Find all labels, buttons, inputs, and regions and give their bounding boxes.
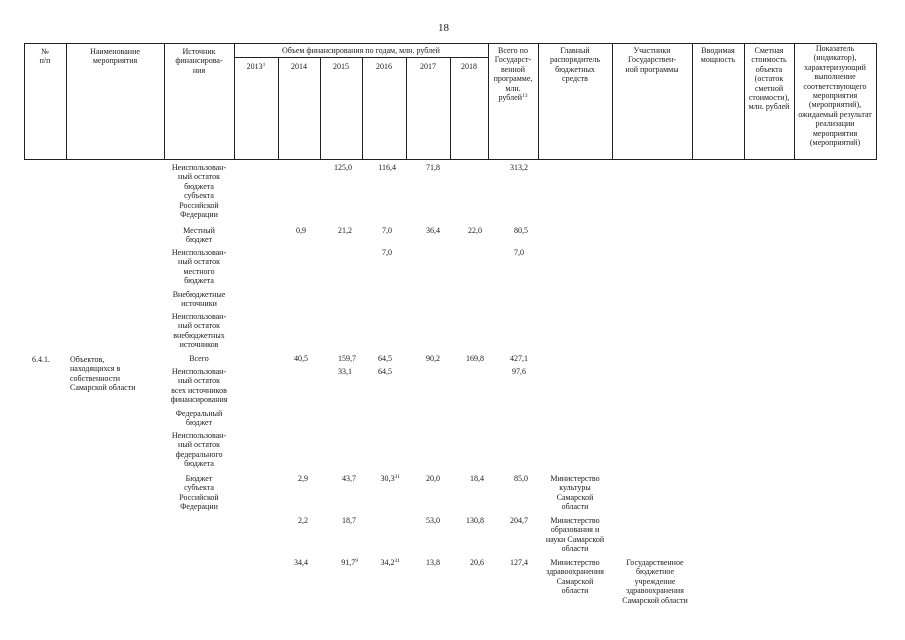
col-line xyxy=(450,57,451,160)
source-cell: Неиспользован- ный остаток федерального бюджета xyxy=(171,431,227,469)
header-year-2015: 2015 xyxy=(333,62,349,71)
header-name: Наименование мероприятия xyxy=(90,47,140,66)
value-cell: 13,8 xyxy=(426,558,440,567)
header-year-2016: 2016 xyxy=(376,62,392,71)
value-cell: 116,4 xyxy=(378,163,396,172)
header-year-2017: 2017 xyxy=(420,62,436,71)
header-capacity: Вводимая мощность xyxy=(700,46,736,65)
source-cell: Неиспользован- ный остаток бюджета субъекта Российской Федерации xyxy=(171,163,227,220)
col-line xyxy=(278,57,279,160)
header-estimate: Сметная стоимость объекта (остаток сметной стоимости), млн. рублей xyxy=(748,46,790,112)
value-cell: 204,7 xyxy=(510,516,528,525)
header-year-2018: 2018 xyxy=(461,62,477,71)
value-cell: 21,2 xyxy=(338,226,352,235)
col-line xyxy=(406,57,407,160)
value-cell: 7,0 xyxy=(382,248,392,257)
value-cell: 7,0 xyxy=(382,226,392,235)
value-cell: 20,0 xyxy=(426,474,440,483)
source-cell: Неиспользован- ный остаток всех источников финансирования xyxy=(170,367,228,405)
source-cell: Всего xyxy=(189,354,209,363)
source-cell: Неиспользован- ный остаток внебюджетных источников xyxy=(171,312,227,350)
item-name: Объектов, находящихся в собственности Самарской области xyxy=(70,355,136,393)
value-cell: 159,7 xyxy=(338,354,356,363)
participant-cell: Государственное бюджетное учреждение здравоохранения Самарской области xyxy=(622,558,688,605)
header-volume-title: Объем финансирования по годам, млн. рублей xyxy=(282,46,440,55)
value-cell: 53,0 xyxy=(426,516,440,525)
source-cell: Местный бюджет xyxy=(183,226,215,245)
value-cell: 34,4 xyxy=(294,558,308,567)
value-cell: 33,1 xyxy=(338,367,352,376)
col-line xyxy=(320,57,321,160)
value-cell: 20,6 xyxy=(470,558,484,567)
value-cell: 80,5 xyxy=(514,226,528,235)
value-cell: 169,8 xyxy=(466,354,484,363)
table-top-border xyxy=(24,43,876,44)
item-number: 6.4.1. xyxy=(32,355,50,364)
value-cell: 125,0 xyxy=(334,163,352,172)
value-cell: 0,9 xyxy=(296,226,306,235)
value-cell: 91,7$^9$ xyxy=(341,558,358,567)
value-cell: 18,7 xyxy=(342,516,356,525)
value-cell: 22,0 xyxy=(468,226,482,235)
value-cell: 90,2 xyxy=(426,354,440,363)
value-cell: 313,2 xyxy=(510,163,528,172)
value-cell: 30,3$^{31}$ xyxy=(380,474,400,483)
source-cell: Внебюджетные источники xyxy=(172,290,226,309)
manager-cell: Министерство образования и науки Самарской области xyxy=(545,516,605,554)
value-cell: 34,2$^{31}$ xyxy=(380,558,400,567)
source-cell: Бюджет субъекта Российской Федерации xyxy=(179,474,219,512)
col-line xyxy=(876,43,877,160)
value-cell: 97,6 xyxy=(512,367,526,376)
manager-cell: Министерство культуры Самарской области xyxy=(550,474,600,512)
value-cell: 127,4 xyxy=(510,558,528,567)
value-cell: 427,1 xyxy=(510,354,528,363)
value-cell: 40,5 xyxy=(294,354,308,363)
value-cell: 130,8 xyxy=(466,516,484,525)
col-line xyxy=(234,43,235,160)
header-source: Источник финансирова- ния xyxy=(175,47,223,75)
value-cell: 18,4 xyxy=(470,474,484,483)
manager-cell: Министерство здравоохранения Самарской области xyxy=(546,558,604,596)
value-cell: 7,0 xyxy=(514,248,524,257)
value-cell: 43,7 xyxy=(342,474,356,483)
value-cell: 85,0 xyxy=(514,474,528,483)
header-num: № п/п xyxy=(39,47,51,66)
value-cell: 64,5 xyxy=(378,367,392,376)
header-participants: Участники Государствен- ной программы xyxy=(625,46,679,74)
value-cell: 2,2 xyxy=(298,516,308,525)
header-manager: Главный распорядитель бюджетных средств xyxy=(549,46,601,84)
header-year-2014: 2014 xyxy=(291,62,307,71)
col-line xyxy=(362,57,363,160)
value-cell: 36,4 xyxy=(426,226,440,235)
header-indicator: Показатель (индикатор), характеризующий выполнение соответствующего мероприятия (мероприятий), ожидаемый результат реализации мероприятия (мероприятий) xyxy=(798,44,872,148)
source-cell: Федеральный бюджет xyxy=(175,409,223,428)
header-total: Всего по Государст- венной программе, млн. рублей$^{13}$ xyxy=(493,46,533,103)
value-cell: 2,9 xyxy=(298,474,308,483)
page-number: 18 xyxy=(438,22,449,34)
col-line xyxy=(24,43,25,160)
header-year-2013: 2013$^1$ xyxy=(246,62,266,71)
value-cell: 64,5 xyxy=(378,354,392,363)
source-cell: Неиспользован- ный остаток местного бюджета xyxy=(171,248,227,286)
value-cell: 71,8 xyxy=(426,163,440,172)
